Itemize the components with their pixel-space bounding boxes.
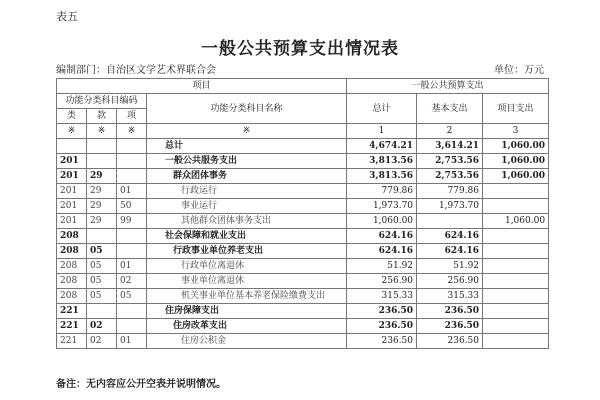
table-row — [57, 214, 549, 229]
index-cell: ※ — [57, 124, 87, 139]
code-lei-cell: 201 — [57, 169, 87, 184]
project-cell — [483, 274, 549, 289]
total-cell: 4,674.21 — [347, 139, 417, 154]
item-name-cell: 社会保障和就业支出 — [147, 229, 347, 244]
unit-label: 单位：万元 — [494, 65, 544, 76]
basic-cell: 3,614.21 — [417, 139, 483, 154]
table-row — [57, 274, 549, 289]
code-xiang-cell — [117, 229, 147, 244]
index-cell: 1 — [347, 124, 417, 139]
code-lei-cell — [57, 139, 87, 154]
code-xiang-cell: 01 — [117, 184, 147, 199]
total-cell: 779.86 — [347, 184, 417, 199]
code-lei-cell: 201 — [57, 154, 87, 169]
total-cell: 624.16 — [347, 244, 417, 259]
index-cell: 2 — [417, 124, 483, 139]
table-row — [57, 304, 549, 319]
project-cell: 1,060.00 — [483, 214, 549, 229]
table-row — [57, 319, 549, 334]
table-row — [57, 244, 549, 259]
code-xiang-cell — [117, 244, 147, 259]
total-cell: 236.50 — [347, 319, 417, 334]
item-name-cell: 行政单位离退休 — [147, 259, 347, 274]
basic-cell: 315.33 — [417, 289, 483, 304]
code-lei-cell: 208 — [57, 259, 87, 274]
project-cell — [483, 199, 549, 214]
index-row — [57, 124, 549, 139]
table-row — [57, 259, 549, 274]
item-name-cell: 行政运行 — [147, 184, 347, 199]
basic-cell: 2,753.56 — [417, 154, 483, 169]
basic-cell: 624.16 — [417, 229, 483, 244]
code-lei-cell: 201 — [57, 184, 87, 199]
table-number: 表五 — [56, 10, 78, 23]
basic-cell: 51.92 — [417, 259, 483, 274]
project-cell — [483, 319, 549, 334]
total-cell: 1,060.00 — [347, 214, 417, 229]
code-xiang-cell: 01 — [117, 334, 147, 349]
project-cell — [483, 229, 549, 244]
basic-cell: 236.50 — [417, 334, 483, 349]
total-cell: 315.33 — [347, 289, 417, 304]
basic-cell: 1,973.70 — [417, 199, 483, 214]
basic-cell — [417, 214, 483, 229]
basic-cell: 236.50 — [417, 304, 483, 319]
code-lei-cell: 208 — [57, 289, 87, 304]
header-row-2 — [57, 94, 549, 109]
code-lei-cell: 208 — [57, 229, 87, 244]
code-kuan-cell — [87, 229, 117, 244]
page-title: 一般公共预算支出情况表 — [201, 39, 399, 59]
code-kuan-cell: 05 — [87, 259, 117, 274]
total-cell: 236.50 — [347, 334, 417, 349]
item-name-cell: 事业单位离退休 — [147, 274, 347, 289]
basic-cell: 236.50 — [417, 319, 483, 334]
code-lei-cell: 201 — [57, 199, 87, 214]
code-xiang-cell — [117, 304, 147, 319]
footnote: 备注：无内容应公开空表并说明情况。 — [56, 379, 226, 390]
code-lei-cell: 208 — [57, 274, 87, 289]
total-cell: 3,813.56 — [347, 154, 417, 169]
item-name-cell: 其他群众团体事务支出 — [147, 214, 347, 229]
code-lei-cell: 221 — [57, 304, 87, 319]
index-cell: ※ — [117, 124, 147, 139]
code-xiang-cell: 02 — [117, 274, 147, 289]
index-cell: ※ — [87, 124, 117, 139]
table-row — [57, 139, 549, 154]
table-row — [57, 169, 549, 184]
table-row — [57, 199, 549, 214]
budget-table — [56, 78, 549, 349]
item-name-cell: 事业运行 — [147, 199, 347, 214]
code-kuan-cell — [87, 304, 117, 319]
code-kuan-cell: 29 — [87, 169, 117, 184]
header-xiang: 项 — [117, 109, 147, 124]
item-name-cell: 住房保障支出 — [147, 304, 347, 319]
code-kuan-cell — [87, 154, 117, 169]
item-name-cell: 总计 — [147, 139, 347, 154]
project-cell — [483, 289, 549, 304]
header-budget-group: 一般公共预算支出 — [347, 79, 549, 94]
code-xiang-cell: 99 — [117, 214, 147, 229]
code-kuan-cell: 05 — [87, 289, 117, 304]
code-lei-cell: 208 — [57, 244, 87, 259]
code-xiang-cell: 05 — [117, 289, 147, 304]
item-name-cell: 住房公积金 — [147, 334, 347, 349]
header-basic: 基本支出 — [417, 94, 483, 124]
basic-cell: 779.86 — [417, 184, 483, 199]
department-label: 编制部门：自治区文学艺术界联合会 — [56, 65, 216, 76]
project-cell: 1,060.00 — [483, 154, 549, 169]
item-name-cell: 行政事业单位养老支出 — [147, 244, 347, 259]
code-kuan-cell: 29 — [87, 214, 117, 229]
code-xiang-cell — [117, 319, 147, 334]
header-row-1 — [57, 79, 549, 94]
header-code-group: 功能分类科目编码 — [57, 94, 147, 109]
project-cell: 1,060.00 — [483, 169, 549, 184]
project-cell: 1,060.00 — [483, 139, 549, 154]
project-cell — [483, 334, 549, 349]
table-row — [57, 184, 549, 199]
basic-cell: 2,753.56 — [417, 169, 483, 184]
code-lei-cell: 221 — [57, 319, 87, 334]
item-name-cell: 机关事业单位基本养老保险缴费支出 — [147, 289, 347, 304]
code-lei-cell: 221 — [57, 334, 87, 349]
header-name: 功能分类科目名称 — [147, 94, 347, 124]
project-cell — [483, 259, 549, 274]
code-xiang-cell — [117, 139, 147, 154]
table-row — [57, 229, 549, 244]
header-project: 项目支出 — [483, 94, 549, 124]
code-kuan-cell: 05 — [87, 244, 117, 259]
code-kuan-cell: 02 — [87, 319, 117, 334]
item-name-cell: 一般公共服务支出 — [147, 154, 347, 169]
code-xiang-cell — [117, 169, 147, 184]
header-total: 总计 — [347, 94, 417, 124]
total-cell: 256.90 — [347, 274, 417, 289]
project-cell — [483, 184, 549, 199]
item-name-cell: 群众团体事务 — [147, 169, 347, 184]
table-row — [57, 334, 549, 349]
project-cell — [483, 304, 549, 319]
code-xiang-cell: 50 — [117, 199, 147, 214]
table-row — [57, 154, 549, 169]
total-cell: 236.50 — [347, 304, 417, 319]
index-cell: 3 — [483, 124, 549, 139]
code-kuan-cell: 02 — [87, 334, 117, 349]
total-cell: 51.92 — [347, 259, 417, 274]
item-name-cell: 住房改革支出 — [147, 319, 347, 334]
code-kuan-cell: 29 — [87, 199, 117, 214]
project-cell — [483, 244, 549, 259]
code-kuan-cell: 05 — [87, 274, 117, 289]
code-kuan-cell: 29 — [87, 184, 117, 199]
code-kuan-cell — [87, 139, 117, 154]
basic-cell: 256.90 — [417, 274, 483, 289]
header-item: 项目 — [57, 79, 347, 94]
total-cell: 1,973.70 — [347, 199, 417, 214]
basic-cell: 624.16 — [417, 244, 483, 259]
header-kuan: 款 — [87, 109, 117, 124]
code-xiang-cell — [117, 154, 147, 169]
header-lei: 类 — [57, 109, 87, 124]
total-cell: 624.16 — [347, 229, 417, 244]
index-cell: ※ — [147, 124, 347, 139]
code-lei-cell: 201 — [57, 214, 87, 229]
total-cell: 3,813.56 — [347, 169, 417, 184]
code-xiang-cell: 01 — [117, 259, 147, 274]
table-row — [57, 289, 549, 304]
